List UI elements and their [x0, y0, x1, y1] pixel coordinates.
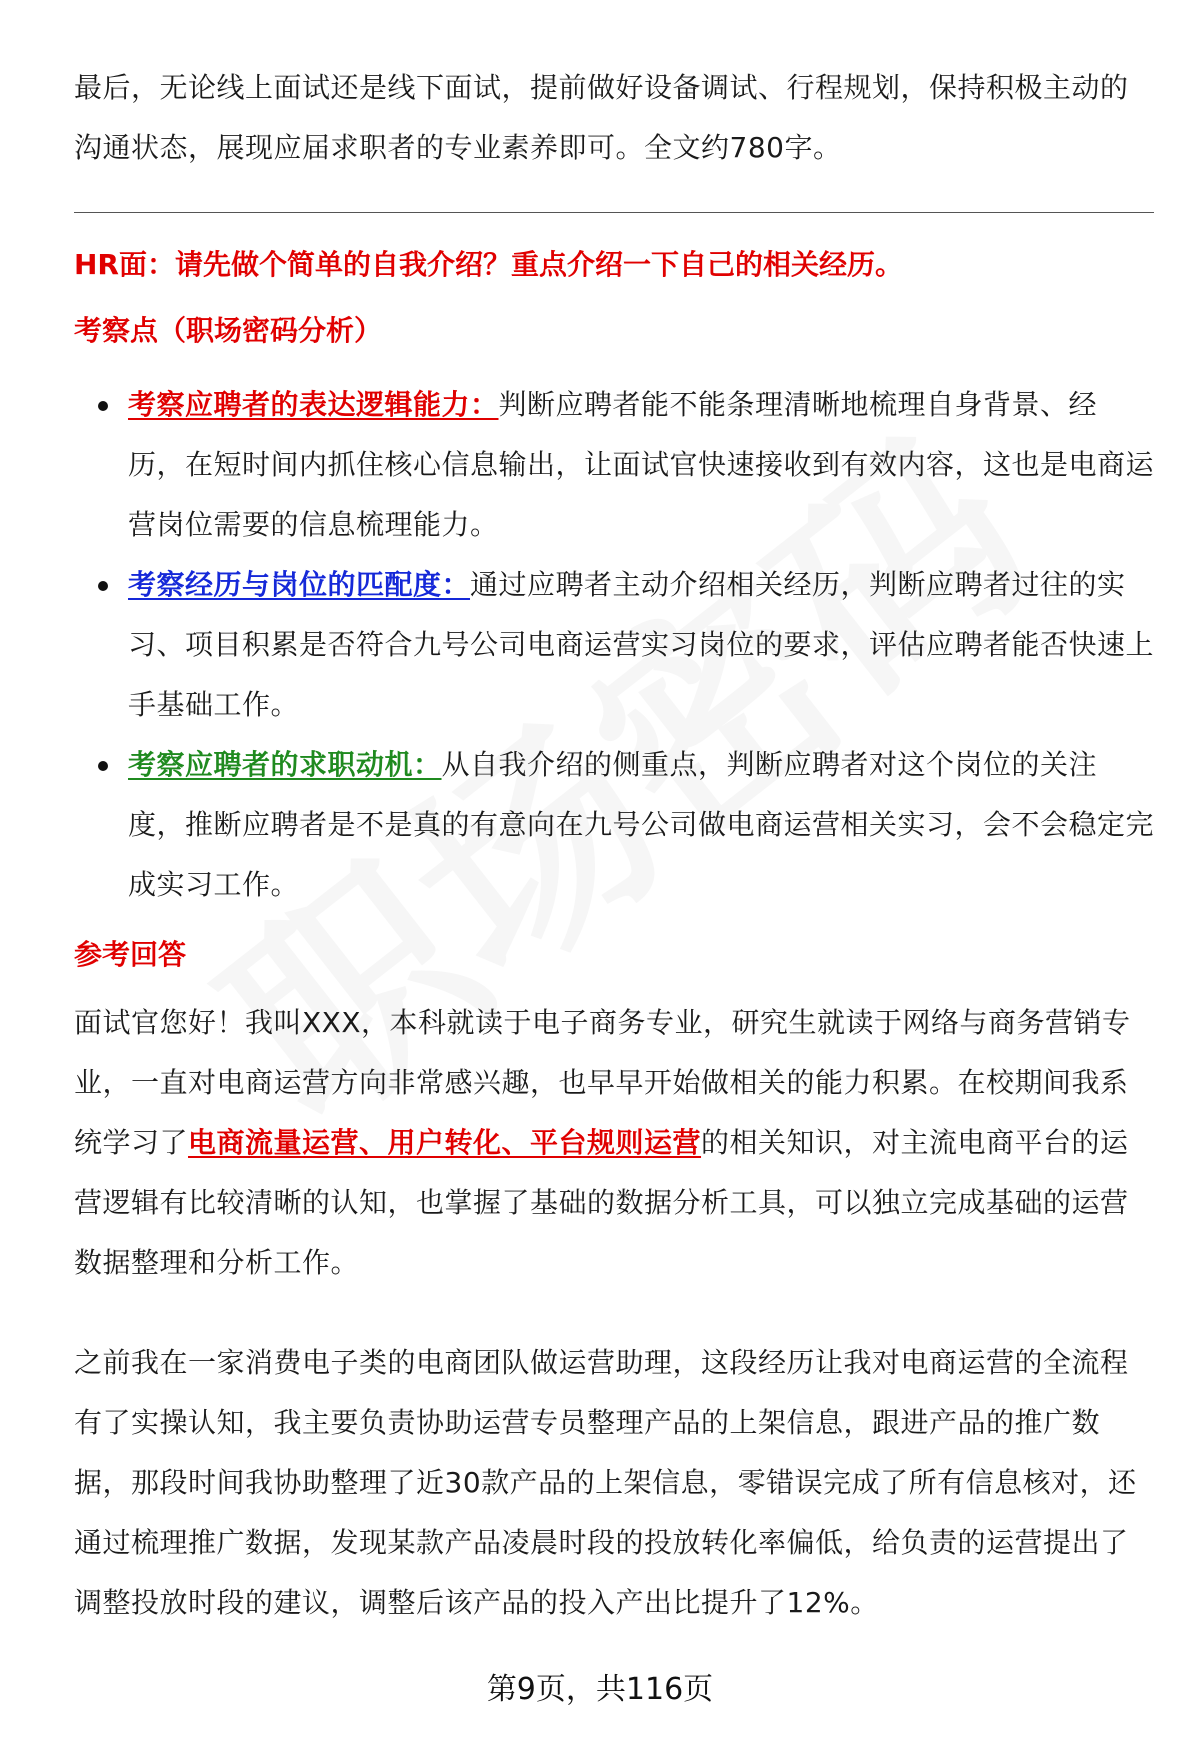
answer-text: 的相关知识，对主流电商平台的运营逻辑有比较清晰的认知，也掌握了基础的数据分析工具，可以独立完成基础的运营数据整理和分析工作。	[74, 1126, 1129, 1279]
analysis-point	[74, 555, 1154, 735]
point-keyword: 考察经历与岗位的匹配度：	[128, 568, 471, 601]
answer-paragraph-2: 之前我在一家消费电子类的电商团队做运营助理，这段经历让我对电商运营的全流程有了实操认知，我主要负责协助运营专员整理产品的上架信息，跟进产品的推广数据，那段时间我协助整理了近30款产品的上架信息，零错误完成了所有信息核对，还通过梳理推广数据，发现某款产品凌晨时段的投放转化率偏低，给负责的运营提出了调整投放时段的建议，调整后该产品的投入产出比提升了12%。	[74, 1346, 1137, 1619]
answer-text: 面试官您好！我叫XXX，本科就读于电子商务专业，研究生就读于网络与商务营销专业，一直对电商运营方向非常感兴趣，也早早开始做相关的能力积累。在校期间我系统学习了	[74, 1006, 1131, 1159]
point-text: 从自我介绍的侧重点，判断应聘者对这个岗位的关注度，推断应聘者是不是真的有意向在九号公司做电商运营相关实习，会不会稳定完成实习工作。	[128, 748, 1155, 901]
answer-heading: 参考回答	[74, 938, 187, 971]
intro-paragraph: 最后，无论线上面试还是线下面试，提前做好设备调试、行程规划，保持积极主动的沟通状态，展现应届求职者的专业素养即可。全文约780字。	[74, 71, 1129, 164]
analysis-points-list	[74, 375, 1154, 915]
answer-highlight: 电商流量运营、用户转化、平台规则运营	[188, 1126, 702, 1159]
bullet-icon	[98, 761, 108, 771]
point-keyword: 考察应聘者的求职动机：	[128, 748, 442, 781]
question-title: HR面：请先做个简单的自我介绍？重点介绍一下自己的相关经历。	[74, 248, 903, 281]
document-page	[74, 58, 1154, 1673]
bullet-icon	[98, 581, 108, 591]
point-text: 判断应聘者能不能条理清晰地梳理自身背景、经历，在短时间内抓住核心信息输出，让面试官快速接收到有效内容，这也是电商运营岗位需要的信息梳理能力。	[128, 388, 1155, 541]
analysis-point	[74, 735, 1154, 915]
analysis-point	[74, 375, 1154, 555]
answer-paragraph-1	[74, 993, 1154, 1293]
bullet-icon	[98, 401, 108, 411]
page-number: 第9页，共116页	[486, 1672, 714, 1707]
point-text: 通过应聘者主动介绍相关经历，判断应聘者过往的实习、项目积累是否符合九号公司电商运营实习岗位的要求，评估应聘者能否快速上手基础工作。	[128, 568, 1155, 721]
section-divider	[74, 212, 1154, 213]
analysis-heading: 考察点（职场密码分析）	[74, 314, 383, 347]
point-keyword: 考察应聘者的表达逻辑能力：	[128, 388, 499, 421]
